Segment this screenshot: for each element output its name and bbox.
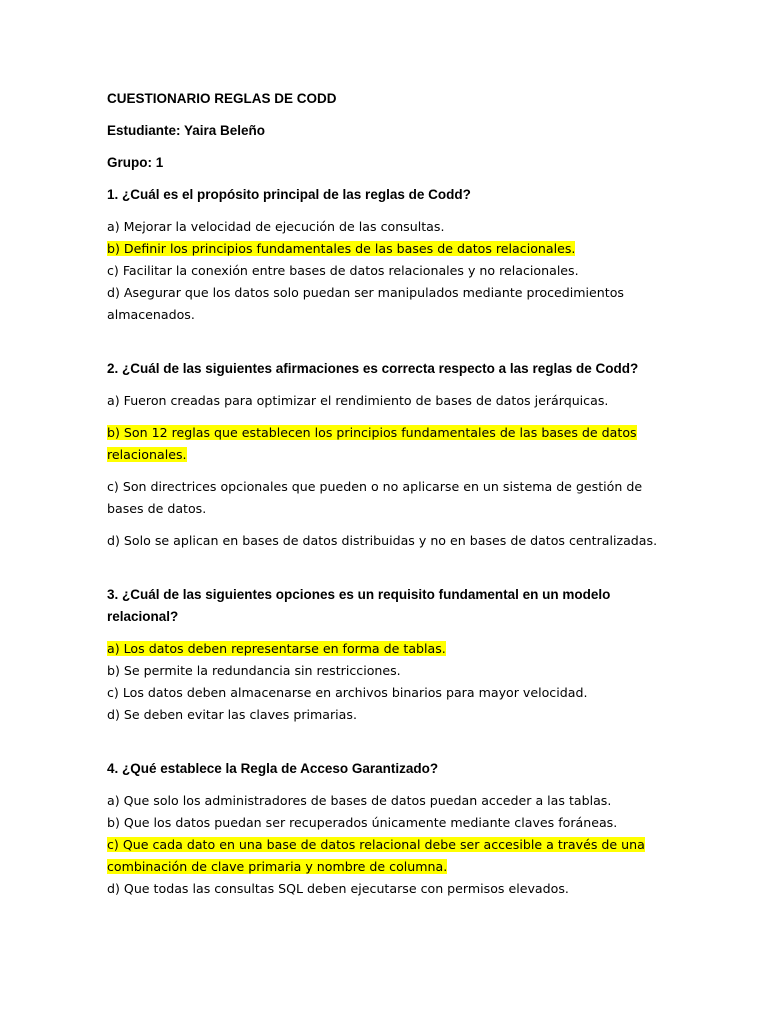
highlighted-answer: b) Definir los principios fundamentales de las bases de datos relacionales. [107, 241, 576, 256]
question-3-option-d: d) Se deben evitar las claves primarias. [107, 707, 357, 722]
question-1-option-d: d) Asegurar que los datos solo puedan ser manipulados mediante procedimientos almacenados. [107, 285, 624, 322]
question-1-option-c: c) Facilitar la conexión entre bases de datos relacionales y no relacionales. [107, 263, 579, 278]
student-name: Estudiante: Yaira Beleño [107, 123, 266, 138]
question-4: 4. ¿Qué establece la Regla de Acceso Garantizado? [107, 761, 439, 776]
highlighted-answer: c) Que cada dato en una base de datos relacional debe ser accesible a través de una combinación de clave primaria y nombre de columna. [107, 837, 645, 874]
group-label: Grupo: 1 [107, 155, 164, 170]
question-2: 2. ¿Cuál de las siguientes afirmaciones es correcta respecto a las reglas de Codd? [107, 361, 639, 376]
question-3: 3. ¿Cuál de las siguientes opciones es un requisito fundamental en un modelo relacional? [107, 587, 611, 624]
question-2-option-a: a) Fueron creadas para optimizar el rendimiento de bases de datos jerárquicas. [107, 393, 609, 408]
question-2-option-b [107, 422, 667, 466]
question-1-option-a: a) Mejorar la velocidad de ejecución de las consultas. [107, 219, 445, 234]
highlighted-answer: a) Los datos deben representarse en forma de tablas. [107, 641, 446, 656]
question-3-option-b: b) Se permite la redundancia sin restricciones. [107, 663, 401, 678]
question-4-option-c [107, 834, 667, 878]
question-3-option-c: c) Los datos deben almacenarse en archivos binarios para mayor velocidad. [107, 685, 588, 700]
question-2-option-d: d) Solo se aplican en bases de datos distribuidas y no en bases de datos centralizadas. [107, 533, 658, 548]
question-4-option-b: b) Que los datos puedan ser recuperados únicamente mediante claves foráneas. [107, 815, 618, 830]
question-1-option-b [107, 238, 667, 260]
document-body [107, 88, 667, 900]
question-1: 1. ¿Cuál es el propósito principal de las reglas de Codd? [107, 187, 471, 202]
highlighted-answer: b) Son 12 reglas que establecen los principios fundamentales de las bases de datos relacionales. [107, 425, 637, 462]
document-title: CUESTIONARIO REGLAS DE CODD [107, 91, 337, 106]
question-4-option-a: a) Que solo los administradores de bases de datos puedan acceder a las tablas. [107, 793, 612, 808]
question-3-option-a [107, 638, 667, 660]
question-2-option-c: c) Son directrices opcionales que pueden o no aplicarse en un sistema de gestión de bases de datos. [107, 479, 643, 516]
question-4-option-d: d) Que todas las consultas SQL deben ejecutarse con permisos elevados. [107, 881, 569, 896]
